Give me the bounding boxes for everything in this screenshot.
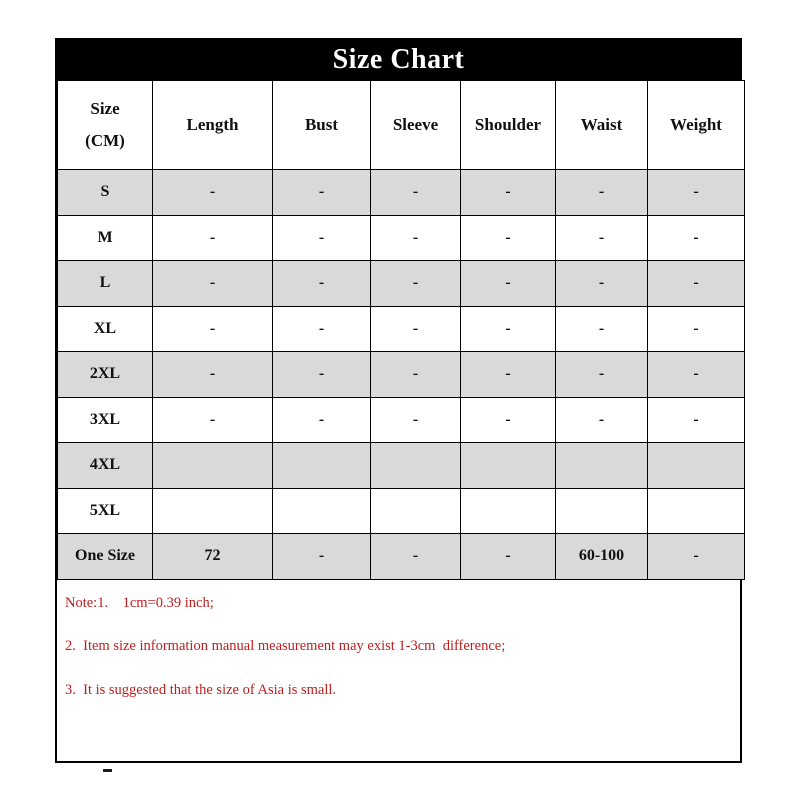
table-header — [58, 81, 745, 170]
cell-shoulder: - — [461, 215, 556, 261]
column-header-shoulder: Shoulder — [461, 81, 556, 170]
cell-waist: - — [556, 397, 648, 443]
cell-bust: - — [273, 261, 371, 307]
cell-weight — [648, 443, 745, 489]
column-header-weight: Weight — [648, 81, 745, 170]
cell-shoulder — [461, 488, 556, 534]
cell-shoulder — [461, 443, 556, 489]
table-row — [58, 534, 745, 580]
cell-length — [153, 488, 273, 534]
row-size-label: M — [58, 215, 153, 261]
column-header-bust: Bust — [273, 81, 371, 170]
cell-weight: - — [648, 352, 745, 398]
cell-sleeve: - — [371, 261, 461, 307]
cell-waist: - — [556, 215, 648, 261]
cell-sleeve: - — [371, 352, 461, 398]
cell-length — [153, 443, 273, 489]
cell-sleeve: - — [371, 215, 461, 261]
row-size-label: S — [58, 170, 153, 216]
cell-shoulder: - — [461, 534, 556, 580]
page-title: Size Chart — [332, 44, 465, 75]
table-body — [58, 170, 745, 580]
cell-waist — [556, 443, 648, 489]
table-row — [58, 170, 745, 216]
column-header-length: Length — [153, 81, 273, 170]
cell-weight: - — [648, 215, 745, 261]
row-size-label: One Size — [58, 534, 153, 580]
cell-sleeve: - — [371, 397, 461, 443]
table-row — [58, 352, 745, 398]
column-header-size-line2: (CM) — [85, 131, 125, 150]
table-row — [58, 488, 745, 534]
table-row — [58, 261, 745, 307]
cell-weight: - — [648, 397, 745, 443]
row-size-label: 3XL — [58, 397, 153, 443]
header-row — [58, 81, 745, 170]
note-line: 2. Item size information manual measurement may exist 1-3cm difference; — [65, 638, 506, 654]
cell-bust: - — [273, 397, 371, 443]
note-line: 3. It is suggested that the size of Asia is small. — [65, 681, 337, 698]
column-header-sleeve: Sleeve — [371, 81, 461, 170]
row-size-label: 2XL — [58, 352, 153, 398]
cell-shoulder: - — [461, 261, 556, 307]
cell-length: - — [153, 397, 273, 443]
cell-waist: - — [556, 306, 648, 352]
cell-weight: - — [648, 170, 745, 216]
cell-waist: - — [556, 261, 648, 307]
row-size-label: 4XL — [58, 443, 153, 489]
cell-sleeve — [371, 488, 461, 534]
cell-length: - — [153, 261, 273, 307]
row-size-label: 5XL — [58, 488, 153, 534]
cell-length: 72 — [153, 534, 273, 580]
table-row — [58, 443, 745, 489]
row-size-label: XL — [58, 306, 153, 352]
cell-length: - — [153, 170, 273, 216]
cell-waist — [556, 488, 648, 534]
column-header-size — [58, 81, 153, 170]
cell-bust — [273, 443, 371, 489]
notes-section — [57, 580, 740, 698]
table-row — [58, 397, 745, 443]
cell-weight — [648, 488, 745, 534]
cell-bust: - — [273, 170, 371, 216]
cell-weight: - — [648, 261, 745, 307]
cell-bust: - — [273, 352, 371, 398]
cell-waist: - — [556, 352, 648, 398]
cell-length: - — [153, 306, 273, 352]
cell-shoulder: - — [461, 170, 556, 216]
cell-shoulder: - — [461, 306, 556, 352]
cell-waist: - — [556, 170, 648, 216]
cell-length: - — [153, 352, 273, 398]
column-header-size-line1: Size — [90, 98, 120, 118]
cell-sleeve: - — [371, 306, 461, 352]
cell-shoulder: - — [461, 352, 556, 398]
cell-bust — [273, 488, 371, 534]
size-chart-table — [57, 80, 745, 580]
cell-sleeve: - — [371, 170, 461, 216]
note-line: Note:1. 1cm=0.39 inch; — [65, 594, 214, 611]
cell-bust: - — [273, 306, 371, 352]
stray-mark — [103, 769, 112, 772]
cell-bust: - — [273, 215, 371, 261]
column-header-waist: Waist — [556, 81, 648, 170]
table-row — [58, 215, 745, 261]
size-chart-frame — [55, 38, 742, 763]
cell-sleeve: - — [371, 534, 461, 580]
cell-bust: - — [273, 534, 371, 580]
cell-shoulder: - — [461, 397, 556, 443]
chart-title-bar — [57, 40, 740, 80]
cell-weight: - — [648, 306, 745, 352]
cell-length: - — [153, 215, 273, 261]
row-size-label: L — [58, 261, 153, 307]
cell-sleeve — [371, 443, 461, 489]
cell-weight: - — [648, 534, 745, 580]
table-row — [58, 306, 745, 352]
cell-waist: 60-100 — [556, 534, 648, 580]
